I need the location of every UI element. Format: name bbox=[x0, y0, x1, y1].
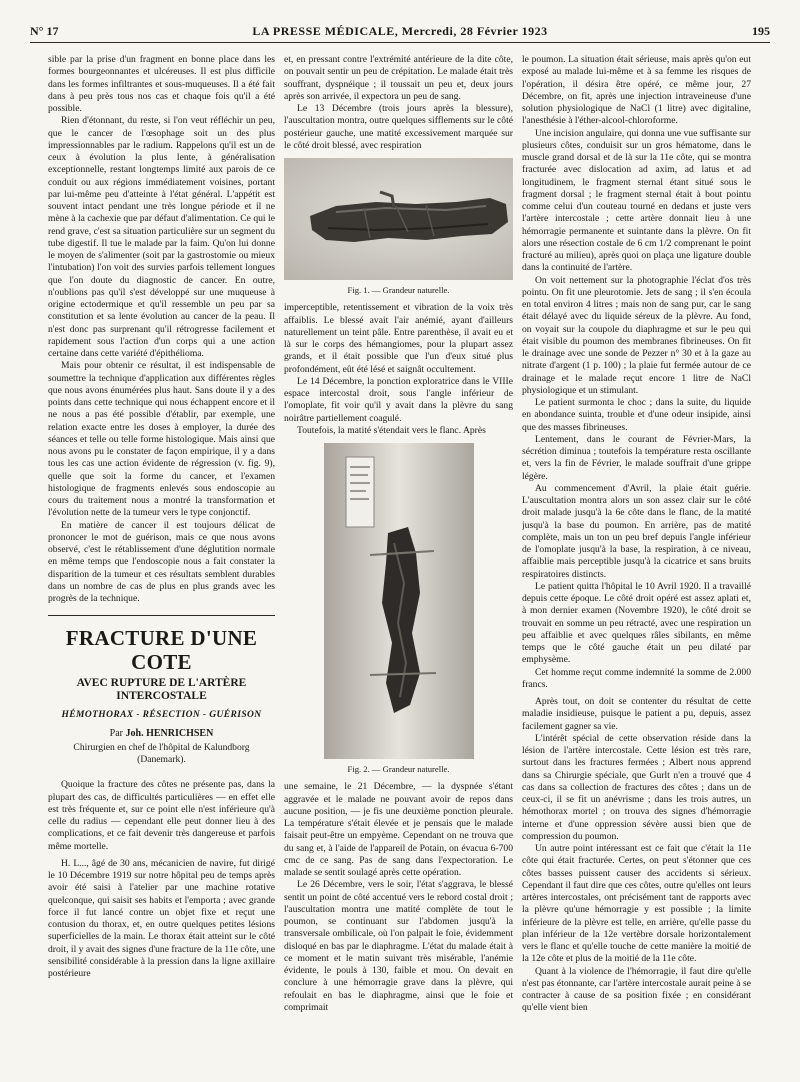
figure-2-caption: Fig. 2. — Grandeur naturelle. bbox=[347, 764, 450, 774]
paragraph: Mais pour obtenir ce résultat, il est indispensable de soumettre la technique d'application aux différentes règles que nous avons énumérées plus haut. Sans doute il y a des points dans cette technique qui nous échappent encore et il ne nous a pas été possible d'établir, par exemple, une relation exacte entre les doses à employer, la durée des séances et telle ou telle forme histologique. Mais ainsi que nous avons pu le constater de façon empirique, il y a dans tous les cas une action évidente de régression (v. fig. 9), quelle que soit la forme du cancer, et l'examen histologique de fragments enlevés sous endoscopie au cours du traitement nous a montré la transformation et l'évolution nette de la tumeur vers le type conjonctif. bbox=[48, 360, 275, 519]
paragraph: Au commencement d'Avril, la plaie était guérie. L'auscultation montra alors un son assez clair sur le côté droit malade jusqu'à la 6e côte dans le flanc, de la matité jusqu'à la base du poumon. En arrière, pas de matité complète, mais un ton un peu bref depuis l'angle inférieur de l'omoplate jusqu'à la base, la respiration, à ce niveau, affaiblie mais perceptible jusqu'à la cicatrice et sans bruits respiratoires distincts. bbox=[522, 482, 751, 580]
column-2 bbox=[284, 54, 513, 1074]
figure-2 bbox=[284, 443, 513, 775]
page-number: 195 bbox=[752, 24, 770, 38]
paragraph: Un autre point intéressant est ce fait que c'était la 11e côte qui était fracturée. Certes, on peut s'étonner que ces côtes basses puissent causer des accidents si sérieux. Cependant il faut dire que ces côtes, outre qu'elles ont leurs artères intercostales, ont précisément tant de rapports avec la plèvre qu'une hémorragie y est possible ; la limite inférieure de la plèvre est telle, en arrière, qu'elle passe du plan inférieur de la 12e vertèbre dorsale horizontalement vers le flanc et qu'elle touche de cette manière la moitié de la 12e côte et plus de la moitié de la 11e côte. bbox=[522, 843, 751, 965]
paragraph: L'intérêt spécial de cette observation réside dans la lésion de l'artère intercostale. Cette lésion est très rare, surtout dans les fractures fermées ; Albert nous apprend dans sa Chirurgie spéciale, que Gurlt n'en a trouvé que 4 cas dans sa collection de fractures des côtes ; dans un de ceux-ci, il se fit un anévrisme ; dans les trois autres, un hémothorax mortel ; on trouva des signes d'hémorragie interne et d'une oppression sévère aussi bien que de compression du poumon. bbox=[522, 732, 751, 842]
column-1 bbox=[48, 54, 275, 1074]
paragraph: On voit nettement sur la photographie l'éclat d'os très pointu. On fit une pleurotomie. Jets de sang ; il s'en écoula en total environ 4 litres ; mais non de sang pur, car le sang était délayé avec du liquide séreux de la plèvre. Au fond, on voyait sur la coupole du diaphragme et sur le peu qui était visible du poumon des membranes fibrineuses. On fit le drainage avec une sonde de Pezzer n° 30 et à la gaze au nitrate d'argent (1 p. 100) ; la plaie fut fermée autour de ce drainage et le malade reçut encore 1 litre de NaCl physiologique et un stimulant. bbox=[522, 274, 751, 396]
specimen-jar-image bbox=[324, 443, 474, 759]
figure-2-photo bbox=[324, 443, 474, 759]
paragraph: Quant à la violence de l'hémorragie, il faut dire qu'elle n'est pas étonnante, car l'artère intercostale aurait peine à se contracter à cause de sa position fixée ; en considérant qu'elle vient bien bbox=[522, 965, 751, 1014]
byline bbox=[48, 728, 275, 740]
paragraph: Le 13 Décembre (trois jours après la blessure), l'auscultation montra, outre quelques sifflements sur le côté postérieur gauche, une matité excessivement marquée sur le côté droit blessé, avec respiration bbox=[284, 103, 513, 151]
paragraph: Quoique la fracture des côtes ne présente pas, dans la plupart des cas, de difficultés particulières — en effet elle est très fréquente et, sur ce point elle n'est inférieure qu'à celle du radius — cependant elle peut donner lieu à des complications, et ce fait devenir très dangereuse et parfois même mortelle. bbox=[48, 779, 275, 852]
paragraph: Cet homme reçut comme indemnité la somme de 2.000 francs. bbox=[522, 666, 751, 690]
figure-1-caption: Fig. 1. — Grandeur naturelle. bbox=[347, 285, 450, 295]
byline-prefix: Par bbox=[109, 728, 124, 739]
paragraph: Rien d'étonnant, du reste, si l'on veut réfléchir un peu, que le cancer de l'œsophage soit un des plus impressionnables par le radium. Rappelons qu'il est un de ceux à évolution la plus lente, à généralisation exceptionnelle, restant longtemps limité aux parois de ce conduit ou aux régions immédiatement voisines, portant par lui-même peu d'atteinte à l'état général. L'appétit est souvent intact pendant une très longue période et il ne mène à la cachexie que par défaut d'alimentation. Ce qui le rend grave, c'est sa situation particulière sur un segment du tube digestif. Il tue le malade par la faim. Qu'on lui donne le moyen de s'alimenter (soit par la gastrostomie ou mieux l'intubation) l'on voit des survies parfois tellement longues que l'on doute du diagnostic de cancer. En outre, n'oublions pas qu'il s'est développé sur une muqueuse à origine ectodermique et qu'il ressemble un peu par sa constitution et sa lente évolution au cancer de la peau. Il n'est donc pas surprenant qu'il rétrogresse facilement et rapidement sous l'action d'un corps qui a une action certaine dans cette variété d'épithélioma. bbox=[48, 115, 275, 359]
journal-title-date: LA PRESSE MÉDICALE, Mercredi, 28 Février 1923 bbox=[252, 24, 548, 38]
paragraph: Le patient quitta l'hôpital le 10 Avril 1920. Il a travaillé depuis cette époque. Le côté droit opéré est assez aplati et, à mon dernier examen (Novembre 1920), le côté droit se trouvait en somme un peu rétracté, avec une respiration un peu affaiblie et avec quelques râles sibilants, en même temps que le côté gauche était un peu dilaté par emphysème. bbox=[522, 580, 751, 666]
issue-number: N° 17 bbox=[30, 24, 59, 38]
paragraph: le poumon. La situation était sérieuse, mais après qu'on eut exposé au malade lui-même et à sa femme les risques de l'opération, il désira être opéré, ce même jour, 27 Décembre, on fit, après une injection intraveineuse d'une solution physiologique de NaCl (1 litre) avec digitaline, l'anesthésie à l'éther-alcool-chloroforme. bbox=[522, 54, 751, 127]
article-heading bbox=[48, 615, 275, 765]
paragraph: Une incision angulaire, qui donna une vue suffisante sur plusieurs côtes, conduisit sur un gros hématome, dans le muscle grand dorsal et de là sur la 11e côte, qui se montra fracturée avec dislocation ad axim, ad latus et ad longitudinem, le fragment sternal étant situé sous le fragment dorsal ; le fragment sternal était à bout pointu comme celui d'un couteau tourné en dedans et juste vers l'artère intercostale ; cette artère donnait lieu à une hémorragie permanente et suintante dans la plèvre. On fit alors une résection costale de 6 cm 1/2 comprenant le point fracturé au milieu), après quoi on plaça une ligature double dans la continuité de l'artère. bbox=[522, 127, 751, 274]
paragraph: En matière de cancer il est toujours délicat de prononcer le mot de guérison, mais ce que nous avons observé, c'est le rétablissement d'une déglutition normale en même temps que l'endoscopie nous a fait constater la disparition de la tumeur et ces résultats semblent durables dans un nombre de cas de plus en plus grands avec les progrès de la technique. bbox=[48, 519, 275, 604]
paragraph: Le 14 Décembre, la ponction exploratrice dans le VIIIe espace intercostal droit, sous l'angle inférieur de l'omoplate, fit voir qu'il y avait dans la plèvre du sang noirâtre partiellement coagulé. bbox=[284, 375, 513, 424]
paragraph: imperceptible, retentissement et vibration de la voix très affaiblis. Le blessé avait l'air anémié, ayant d'ailleurs naturellement un teint pâle. Entre parenthèse, il avait eu et là sur le corps des hémangiomes, pour la plupart assez grands, et il était possible que l'un d'eux situé plus profondément, eût été lésé et saignât occultement. bbox=[284, 302, 513, 375]
article-title: FRACTURE D'UNE COTE bbox=[65, 626, 258, 675]
paragraph: sible par la prise d'un fragment en bonne place dans les formes bourgeonnantes et ulcéreuses. Il est plus difficile dans les formes infiltrantes et sous-muqueuses. Il a été fait dans à peu près tous nos cas et chaque fois qu'il a été possible. bbox=[48, 54, 275, 114]
running-header bbox=[30, 20, 770, 43]
paragraph: une semaine, le 21 Décembre, — la dyspnée s'étant aggravée et le malade ne pouvant avoir de repos dans aucune position, — je fis une deuxième ponction pleurale. La température s'était élevée et je pensais que le malade faisait peut-être un empyème. Cependant on ne trouva que du sang et, à l'aide de l'appareil de Potain, on évacua 6-700 cmc de ce sang. Pas de sang dans l'expectoration. Le malade se sentit soulagé après cette opération. bbox=[284, 781, 513, 878]
article-subtitle: AVEC RUPTURE DE L'ARTÈRE INTERCOSTALE bbox=[76, 677, 247, 702]
paragraph: Toutefois, la matité s'étendait vers le flanc. Après bbox=[297, 424, 486, 436]
paragraph: Lentement, dans le courant de Février-Mars, la sécrétion diminua ; toutefois la température resta oscillante et, vers la fin de Février, le malade souffrait d'une grippe légère. bbox=[522, 433, 751, 482]
article-keywords: HÉMOTHORAX - RÉSECTION - GUÉRISON bbox=[61, 709, 262, 720]
paragraph: Après tout, on doit se contenter du résultat de cette maladie insidieuse, puisque le patient a pu, depuis, assez facilement gagner sa vie. bbox=[522, 696, 751, 732]
column-3 bbox=[522, 54, 751, 1074]
author-name: Joh. HENRICHSEN bbox=[125, 728, 214, 739]
author-affiliation: Chirurgien en chef de l'hôpital de Kalundborg (Danemark). bbox=[73, 742, 250, 765]
figure-1-photo bbox=[284, 158, 513, 280]
paragraph: H. L..., âgé de 30 ans, mécanicien de navire, fut dirigé le 10 Décembre 1919 sur notre hôpital peu de temps après avoir été saisi à l'atelier par une machine rotative quelconque, qui saisit ses habits et l'emporta ; avec grande force il fut lancé contre un objet fixe et reçut une contusion du thorax, et, en outre quelques petites lésions superficielles de la main. Le thorax était atteint sur le côté droit, il y avait des signes d'une fracture de la 11e côte, une sensibilité considérable à la pression dans la ligne axillaire postérieure bbox=[48, 857, 275, 979]
bone-fragment-image bbox=[284, 158, 513, 280]
figure-1 bbox=[284, 158, 513, 296]
paragraph: Le patient surmonta le choc ; dans la suite, du liquide en abondance suinta, trouble et d'une odeur insipide, ainsi que des masses fibrineuses. bbox=[522, 397, 751, 433]
paragraph: et, en pressant contre l'extrémité antérieure de la dite côte, on pouvait sentir un peu de crépitation. Le malade était très souffrant, dyspnéique ; il toussait un peu et, deux jours après son arrivée, il expectora un peu de sang. bbox=[284, 54, 513, 102]
paragraph: Le 26 Décembre, vers le soir, l'état s'aggrava, le blessé sentit un point de côté accentué vers le rebord costal droit ; l'auscultation montra une matité complète de tout le poumon, se continuant sur l'abdomen jusqu'à la transversale ombilicale, où l'on palpait le foie, évidemment disloqué en bas par le diaphragme. L'état du malade était à ce moment et le matin suivant très misérable, l'anémie évidente, le pouls à 130, faible et mou. On devait en conclure à une hémorragie grave dans la plèvre, qui refoulait en bas le diaphragme, ainsi que le foie et comprimait bbox=[284, 879, 513, 1013]
